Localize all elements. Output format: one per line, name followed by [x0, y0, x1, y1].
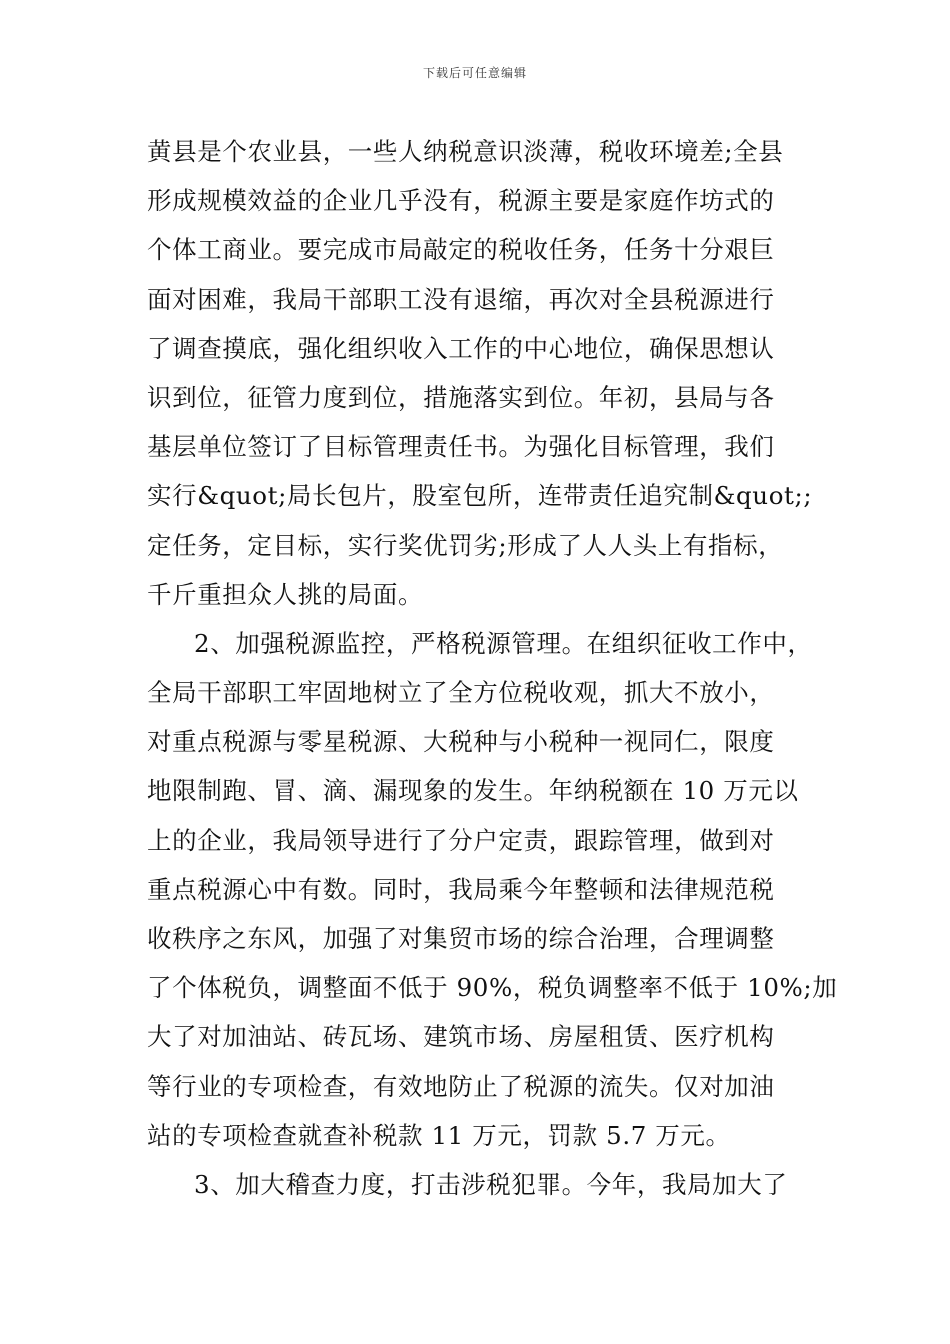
text-line: 识到位，征管力度到位，措施落实到位。年初，县局与各: [147, 382, 775, 412]
text-line: 实行&quot;局长包片，股室包所，连带责任追究制&quot;;: [147, 481, 813, 511]
text-line: 站的专项检查就查补税款 11 万元，罚款 5.7 万元。: [147, 1120, 731, 1150]
text-line: 定任务，定目标，实行奖优罚劣;形成了人人头上有指标，: [147, 530, 784, 560]
text-line: 了个体税负，调整面不低于 90%，税负调整率不低于 10%;加: [147, 973, 838, 1003]
text-line: 全局干部职工牢固地树立了全方位税收观，抓大不放小，: [147, 678, 775, 708]
text-line: 收秩序之东风，加强了对集贸市场的综合治理，合理调整: [147, 924, 775, 953]
page-header: 下载后可任意编辑: [422, 66, 527, 80]
paragraph-start-line: 2、加强税源监控，严格税源管理。在组织征收工作中，: [194, 628, 813, 658]
text-line: 黄县是个农业县，一些人纳税意识淡薄，税收环境差;全县: [147, 137, 784, 166]
text-line: 了调查摸底，强化组织收入工作的中心地位，确保思想认: [147, 333, 775, 363]
document-body: [147, 127, 838, 1209]
text-line: 个体工商业。要完成市局敲定的税收任务，任务十分艰巨: [147, 235, 775, 265]
text-line: 地限制跑、冒、滴、漏现象的发生。年纳税额在 10 万元以: [147, 776, 799, 806]
text-line: 基层单位签订了目标管理责任书。为强化目标管理，我们: [147, 432, 775, 462]
text-line: 面对困难，我局干部职工没有退缩，再次对全县税源进行: [147, 284, 775, 314]
text-line: 形成规模效益的企业几乎没有，税源主要是家庭作坊式的: [147, 186, 775, 216]
text-line: 重点税源心中有数。同时，我局乘今年整顿和法律规范税: [147, 874, 775, 904]
text-line: 千斤重担众人挑的局面。: [147, 579, 424, 609]
text-line: 大了对加油站、砖瓦场、建筑市场、房屋租赁、医疗机构: [147, 1022, 775, 1052]
text-line: 上的企业，我局领导进行了分户定责，跟踪管理，做到对: [147, 825, 775, 855]
paragraph-start-line: 3、加大稽查力度，打击涉税犯罪。今年，我局加大了: [194, 1169, 788, 1199]
text-line: 等行业的专项检查，有效地防止了税源的流失。仅对加油: [147, 1071, 775, 1101]
text-line: 对重点税源与零星税源、大税种与小税种一视同仁，限度: [147, 727, 775, 757]
